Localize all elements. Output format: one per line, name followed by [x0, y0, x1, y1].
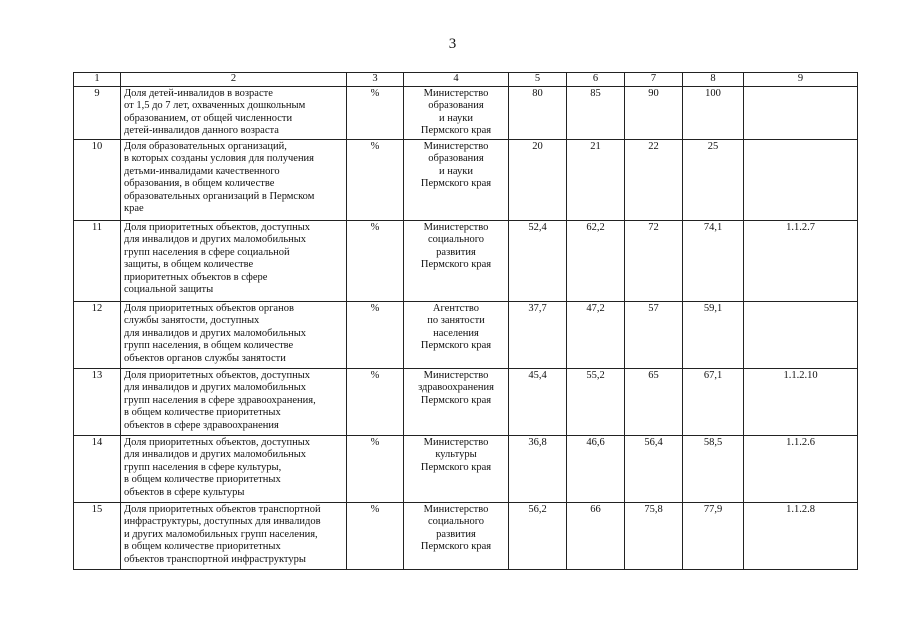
unit-cell	[347, 140, 404, 221]
indicator-name-cell	[121, 221, 347, 302]
row-number-cell	[74, 221, 121, 302]
value-cell-col8	[683, 221, 744, 302]
row-number-cell-text: 13	[91, 370, 103, 381]
responsible-dept-cell	[404, 369, 509, 436]
value-cell-col7	[625, 369, 683, 436]
indicator-name-cell	[121, 503, 347, 570]
value-cell-col7	[625, 221, 683, 302]
unit-cell-text: %	[370, 88, 380, 99]
indicator-name-cell-text: Доля приоритетных объектов, доступных для инвалидов и других маломобильных групп населения в сфере здравоохранения, в общем количестве приоритетных объектов в сфере здравоохранения	[124, 370, 316, 431]
indicator-name-cell	[121, 369, 347, 436]
value-cell-col8	[683, 87, 744, 140]
value-cell-col7-text: 75,8	[644, 504, 663, 515]
value-cell-col8-text: 59,1	[703, 303, 723, 314]
indicator-name-cell-text: Доля приоритетных объектов транспортной инфраструктуры, доступных для инвалидов и других маломобильных групп населения, в общем количестве приоритетных объектов транспортной инфраструктуры	[124, 504, 321, 565]
responsible-dept-cell	[404, 221, 509, 302]
value-cell-col6-text: 47,2	[586, 303, 605, 314]
value-cell-col8	[683, 302, 744, 369]
header-cell: 7	[625, 73, 683, 87]
value-cell-col7-text: 90	[648, 88, 659, 99]
table-row	[74, 87, 858, 140]
indicators-table	[73, 72, 858, 570]
value-cell-col8-text: 67,1	[703, 370, 723, 381]
value-cell-col7-text: 22	[648, 141, 659, 152]
row-number-cell-text: 15	[91, 504, 103, 515]
value-cell-col6	[567, 302, 625, 369]
value-cell-col5-text: 20	[532, 141, 543, 152]
row-number-cell	[74, 369, 121, 436]
value-cell-col6	[567, 140, 625, 221]
page-number: 3	[448, 36, 457, 52]
reference-cell	[744, 436, 858, 503]
value-cell-col5	[509, 87, 567, 140]
value-cell-col6-text: 66	[590, 504, 601, 515]
table-row	[74, 503, 858, 570]
value-cell-col8-text: 100	[705, 88, 721, 99]
reference-cell-text: 1.1.2.8	[786, 504, 815, 515]
value-cell-col5-text: 80	[532, 88, 543, 99]
value-cell-col5	[509, 436, 567, 503]
unit-cell-text: %	[370, 437, 380, 448]
unit-cell-text: %	[370, 370, 380, 381]
value-cell-col5	[509, 221, 567, 302]
reference-cell	[744, 369, 858, 436]
header-cell: 5	[509, 73, 567, 87]
value-cell-col8-text: 77,9	[703, 504, 723, 515]
value-cell-col7-text: 72	[648, 222, 659, 233]
indicator-name-cell-text: Доля детей-инвалидов в возрасте от 1,5 до 7 лет, охваченных дошкольным образованием, от общей численности детей-инвалидов данного возраста	[124, 88, 306, 137]
header-cell: 3	[347, 73, 404, 87]
value-cell-col7	[625, 140, 683, 221]
value-cell-col6	[567, 87, 625, 140]
responsible-dept-cell-text: Министерство образования и науки Пермского края	[420, 88, 492, 137]
responsible-dept-cell	[404, 436, 509, 503]
value-cell-col7-text: 56,4	[644, 437, 663, 448]
row-number-cell-text: 12	[91, 303, 103, 314]
header-cell: 9	[744, 73, 858, 87]
value-cell-col6-text: 62,2	[586, 222, 605, 233]
value-cell-col5-text: 45,4	[528, 370, 547, 381]
value-cell-col7	[625, 436, 683, 503]
row-number-cell	[74, 87, 121, 140]
reference-cell	[744, 302, 858, 369]
indicator-name-cell-text: Доля приоритетных объектов органов службы занятости, доступных для инвалидов и других маломобильных групп населения, в общем количестве объектов органов службы занятости	[124, 303, 307, 364]
reference-cell	[744, 87, 858, 140]
indicator-name-cell	[121, 436, 347, 503]
value-cell-col5-text: 52,4	[528, 222, 547, 233]
value-cell-col5-text: 37,7	[528, 303, 547, 314]
unit-cell-text: %	[370, 303, 380, 314]
responsible-dept-cell	[404, 87, 509, 140]
table-row	[74, 369, 858, 436]
reference-cell	[744, 503, 858, 570]
unit-cell	[347, 221, 404, 302]
table-row	[74, 140, 858, 221]
value-cell-col8-text: 58,5	[703, 437, 723, 448]
row-number-cell-text: 9	[94, 88, 100, 99]
indicator-name-cell-text: Доля приоритетных объектов, доступных для инвалидов и других маломобильных групп населения в сфере социальной защиты, в общем количестве приоритетных объектов в сфере социальной защиты	[124, 222, 311, 296]
value-cell-col6	[567, 436, 625, 503]
header-cell: 8	[683, 73, 744, 87]
value-cell-col5	[509, 369, 567, 436]
unit-cell	[347, 503, 404, 570]
unit-cell	[347, 302, 404, 369]
value-cell-col8	[683, 369, 744, 436]
responsible-dept-cell	[404, 302, 509, 369]
value-cell-col8-text: 74,1	[703, 222, 723, 233]
header-cell: 6	[567, 73, 625, 87]
value-cell-col7-text: 57	[648, 303, 659, 314]
value-cell-col7	[625, 87, 683, 140]
value-cell-col8	[683, 436, 744, 503]
value-cell-col7	[625, 503, 683, 570]
row-number-cell-text: 14	[91, 437, 103, 448]
responsible-dept-cell-text: Агентство по занятости населения Пермского края	[420, 303, 492, 352]
reference-cell-text: 1.1.2.7	[786, 222, 815, 233]
table-row	[74, 221, 858, 302]
responsible-dept-cell-text: Министерство социального развития Пермского края	[420, 504, 492, 553]
value-cell-col6-text: 46,6	[586, 437, 605, 448]
value-cell-col5	[509, 503, 567, 570]
value-cell-col7	[625, 302, 683, 369]
value-cell-col5	[509, 302, 567, 369]
responsible-dept-cell	[404, 503, 509, 570]
unit-cell	[347, 369, 404, 436]
value-cell-col6-text: 55,2	[586, 370, 605, 381]
value-cell-col8	[683, 140, 744, 221]
row-number-cell	[74, 503, 121, 570]
reference-cell	[744, 140, 858, 221]
indicator-name-cell	[121, 140, 347, 221]
value-cell-col6	[567, 369, 625, 436]
row-number-cell-text: 10	[91, 141, 103, 152]
responsible-dept-cell-text: Министерство культуры Пермского края	[420, 437, 492, 473]
table-header-row	[74, 73, 858, 87]
indicator-name-cell	[121, 302, 347, 369]
responsible-dept-cell-text: Министерство образования и науки Пермского края	[420, 141, 492, 190]
row-number-cell	[74, 436, 121, 503]
reference-cell-text: 1.1.2.10	[783, 370, 818, 381]
value-cell-col6-text: 21	[590, 141, 601, 152]
responsible-dept-cell-text: Министерство социального развития Пермского края	[420, 222, 492, 271]
table-row	[74, 302, 858, 369]
value-cell-col8-text: 25	[707, 141, 719, 152]
header-cell: 4	[404, 73, 509, 87]
responsible-dept-cell	[404, 140, 509, 221]
header-cell: 2	[121, 73, 347, 87]
unit-cell-text: %	[370, 222, 380, 233]
value-cell-col5-text: 36,8	[528, 437, 547, 448]
unit-cell-text: %	[370, 141, 380, 152]
indicator-name-cell	[121, 87, 347, 140]
value-cell-col7-text: 65	[648, 370, 659, 381]
reference-cell	[744, 221, 858, 302]
indicator-name-cell-text: Доля приоритетных объектов, доступных для инвалидов и других маломобильных групп населения в сфере культуры, в общем количестве приоритетных объектов в сфере культуры	[124, 437, 311, 498]
value-cell-col6-text: 85	[590, 88, 601, 99]
unit-cell	[347, 436, 404, 503]
value-cell-col5-text: 56,2	[528, 504, 547, 515]
unit-cell-text: %	[370, 504, 380, 515]
value-cell-col6	[567, 503, 625, 570]
row-number-cell-text: 11	[91, 222, 103, 233]
row-number-cell	[74, 140, 121, 221]
value-cell-col5	[509, 140, 567, 221]
reference-cell-text: 1.1.2.6	[786, 437, 815, 448]
responsible-dept-cell-text: Министерство здравоохранения Пермского края	[418, 370, 494, 406]
indicator-name-cell-text: Доля образовательных организаций, в которых созданы условия для получения детьми-инвалидами качественного образования, в общем количестве образовательных организаций в Пермском крае	[124, 141, 315, 215]
header-cell: 1	[74, 73, 121, 87]
row-number-cell	[74, 302, 121, 369]
unit-cell	[347, 87, 404, 140]
value-cell-col8	[683, 503, 744, 570]
value-cell-col6	[567, 221, 625, 302]
table-row	[74, 436, 858, 503]
